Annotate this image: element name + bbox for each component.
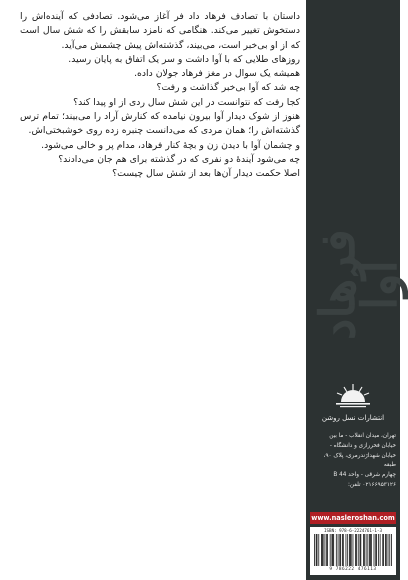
website-banner: www.nasleroshan.com [311, 514, 395, 522]
barcode-bar [383, 534, 384, 566]
publisher-address [310, 432, 396, 491]
barcode-bar [323, 534, 324, 566]
barcode-bar [314, 534, 315, 566]
barcode-bar [347, 534, 348, 566]
barcode-bar [363, 534, 364, 566]
barcode-digits: 9 786222 476113 [329, 567, 377, 572]
barcode-bar [325, 534, 326, 566]
barcode-bar [386, 534, 387, 566]
address-line: خیابان فخررازی و دانشگاه - [329, 442, 396, 449]
barcode-bar [369, 534, 370, 566]
publisher-name: انتشارات نسل روشن [321, 414, 385, 422]
barcode-bar [371, 534, 372, 566]
synopsis-paragraph: هنوز از شوک دیدار آوا بیرون نیامده که کنارش آراد را می‌بیند؛ تمام ترس گذشته‌اش را؛ همان مردی که می‌دانست چنبره زده روی خوشبختی‌اش. [20, 111, 300, 137]
synopsis-paragraph: چه شد که آوا بی‌خبر گذاشت و رفت؟ [156, 82, 300, 94]
barcode-bar [358, 534, 359, 566]
barcode-bar [332, 534, 333, 566]
phone-label: تلفن: [347, 481, 361, 488]
barcode-bar [330, 534, 331, 566]
address-line: تهران، میدان انقلاب - ما بین [329, 433, 396, 439]
barcode-bar [353, 534, 354, 566]
barcode-bar [376, 534, 377, 566]
barcode-bar [364, 534, 365, 566]
synopsis-text [20, 10, 300, 182]
barcode-bar [318, 534, 319, 566]
synopsis-paragraph: چه می‌شود آیندهٔ دو نفری که در گذشته برای هم جان می‌دادند؟ [58, 153, 300, 165]
synopsis-paragraph: اصلا حکمت دیدار آن‌ها بعد از شش سال چیست؟ [112, 168, 300, 180]
address-line: چهارم شرقی - واحد 44 B [333, 472, 396, 479]
synopsis-paragraph: داستان با تصادف فرهاد داد فر آغاز می‌شود. تصادفی که آینده‌اش را دستخوش تغییر می‌کند. هنگامی که نامزد سابقش را که شش سال است که از او بی‌خبر است، می‌بیند، گذشته‌اش پیش چشمش می‌آید. [20, 11, 300, 51]
barcode-bar [322, 534, 323, 566]
barcode-icon [314, 534, 392, 566]
barcode-bar [343, 534, 344, 566]
barcode-bar [378, 534, 379, 566]
barcode-bar [391, 534, 392, 566]
barcode-bar [316, 534, 317, 566]
synopsis-paragraph: کجا رفت که نتوانست در این شش سال ردی از او پیدا کند؟ [73, 96, 300, 108]
barcode-bar [332, 534, 333, 566]
barcode-bar [356, 534, 357, 566]
barcode-bar [349, 534, 350, 566]
barcode-bar [360, 534, 361, 566]
publisher-side-panel [306, 0, 408, 580]
barcode-bar [385, 534, 386, 566]
barcode-bar [339, 534, 340, 566]
publisher-logo [306, 382, 400, 422]
barcode-bar [321, 534, 322, 566]
isbn-barcode [310, 527, 396, 575]
barcode-bar [346, 534, 347, 566]
barcode-bar [388, 534, 389, 566]
title-watermark: فرهاد [310, 229, 366, 340]
phone-number: ۰۲۱۶۶۹۵۳۱۲۶ [362, 481, 396, 488]
barcode-bar [326, 534, 327, 566]
barcode-bar [380, 534, 381, 566]
barcode-bar [374, 534, 375, 566]
barcode-bar [333, 534, 334, 566]
barcode-bar [350, 534, 351, 566]
barcode-bar [375, 534, 376, 566]
barcode-bar [340, 534, 341, 566]
barcode-bar [366, 534, 367, 566]
barcode-bar [382, 534, 383, 566]
barcode-bar [336, 534, 337, 566]
barcode-bar [370, 534, 371, 566]
barcode-bar [327, 534, 328, 566]
phone-line [310, 481, 396, 491]
barcode-bar [351, 534, 352, 566]
synopsis-paragraph: روزهای طلایی که با آوا داشت و سر یک اتفاق به پایان رسید. [68, 53, 300, 65]
barcode-bar [317, 534, 318, 566]
sunrise-logo-icon [333, 382, 373, 408]
title-watermark: آوا [352, 260, 408, 310]
barcode-bar [360, 534, 361, 566]
synopsis-paragraph: همیشه یک سوال در مغز فرهاد جولان داده. [134, 68, 300, 80]
barcode-bar [367, 534, 368, 566]
barcode-bar [338, 534, 339, 566]
isbn-label: ISBN: 978-6-2224761-1-3 [324, 528, 382, 533]
address-line: خیابان شهداژندرمری، پلاک ۹۰، طبقه [323, 452, 396, 469]
synopsis-paragraph: و چشمان آوا با دیدن زن و بچهٔ کنار فرهاد، مدام پر و خالی می‌شود. [41, 139, 300, 151]
barcode-bar [342, 534, 343, 566]
barcode-bar [355, 534, 356, 566]
barcode-bar [389, 534, 390, 566]
